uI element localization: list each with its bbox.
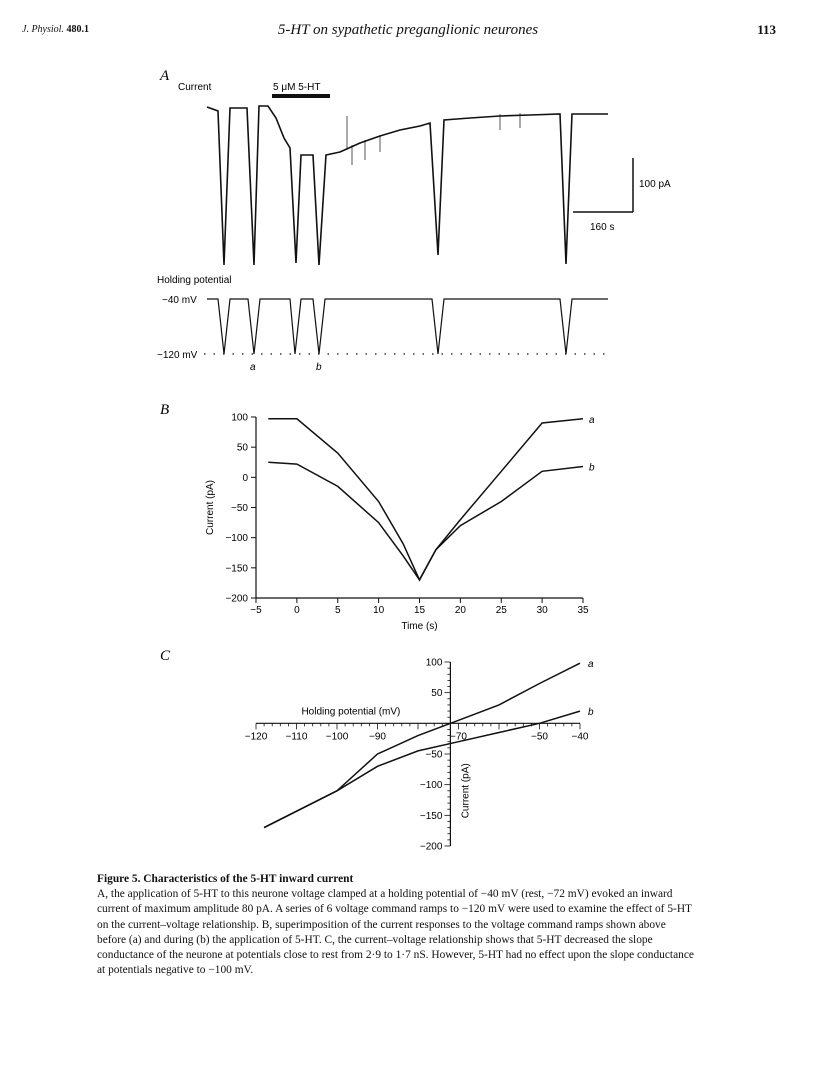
c-x-tick-label: −90: [369, 731, 386, 743]
scale-time-label: 160 s: [590, 222, 615, 233]
ramp-b-label: b: [316, 362, 322, 373]
voltage-bottom-label: −120 mV: [157, 350, 198, 361]
drug-application-bar: [272, 94, 330, 98]
b-x-tick-label: 10: [373, 605, 385, 616]
b-x-tick-label: −5: [250, 605, 262, 616]
caption-title: Figure 5. Characteristics of the 5-HT inward current: [97, 873, 354, 885]
current-label: Current: [178, 82, 212, 93]
b-x-tick-label: 25: [495, 605, 507, 616]
b-y-tick-label: 50: [236, 442, 248, 454]
journal-volume: 480.1: [66, 24, 89, 35]
b-y-tick-label: 0: [242, 472, 248, 484]
running-title: 5-HT on sypathetic preganglionic neurones: [277, 22, 539, 38]
c-x-axis-title: Holding potential (mV): [301, 706, 401, 718]
journal-name: J. Physiol.: [22, 24, 64, 35]
drug-bar-label: 5 μM 5-HT: [273, 82, 321, 93]
c-y-tick-label: −200: [419, 841, 443, 853]
c-y-axis-title: Current (pA): [460, 763, 472, 819]
c-x-tick-label: −110: [285, 731, 308, 743]
current-trace: [207, 106, 608, 265]
b-series-a-line: [268, 419, 583, 580]
panel-b: [160, 402, 595, 632]
c-x-tick-label: −70: [450, 731, 467, 743]
b-x-tick-label: 5: [334, 605, 341, 616]
scale-current-label: 100 pA: [639, 179, 671, 190]
holding-potential-label: Holding potential: [157, 275, 232, 286]
b-y-axis-title: Current (pA): [205, 479, 216, 536]
panel-b-letter: B: [160, 402, 170, 418]
chart-c: [245, 658, 594, 853]
c-x-tick-label: −40: [571, 731, 589, 743]
c-x-tick-label: −120: [244, 731, 268, 743]
panel-a: [157, 68, 671, 373]
chart-b: [205, 413, 595, 633]
voltage-command-trace: [207, 299, 608, 354]
c-x-tick-label: −100: [325, 731, 349, 743]
b-x-axis-title: Time (s): [401, 621, 438, 632]
b-y-tick-label: −200: [225, 593, 248, 605]
c-y-tick-label: 50: [431, 688, 443, 700]
b-y-tick-label: −100: [225, 533, 248, 545]
c-y-tick-label: −150: [419, 810, 443, 822]
b-x-tick-label: 20: [454, 605, 466, 616]
b-series-a-label: a: [589, 414, 595, 426]
c-y-tick-label: 100: [425, 657, 443, 669]
b-x-tick-label: 30: [536, 605, 548, 616]
figure-caption: [97, 872, 697, 978]
page-number: 113: [757, 22, 776, 37]
b-x-tick-label: 0: [294, 605, 300, 616]
b-y-tick-label: 100: [231, 412, 248, 424]
c-series-a-label: a: [588, 659, 594, 671]
b-x-tick-label: 35: [577, 605, 589, 616]
caption-body: A, the application of 5-HT to this neurone voltage clamped at a holding potential of −40 mV (rest, −72 mV) evoked an inward current of maximum amplitude 80 pA. A series of 6 voltage command ramps to −120 mV were used to examine the effect of 5-HT on the current–voltage relationship. B, superimposition of the current responses to the voltage command ramps shown above before (a) and during (b) the application of 5-HT. C, the current–voltage relationship shows that 5-HT decreased the slope conductance of the neurone at potentials close to rest from 2·9 to 1·7 nS. However, 5-HT had no effect upon the slope conductance at potentials negative to −100 mV.: [97, 888, 694, 977]
c-series-b-label: b: [588, 707, 594, 719]
panel-a-letter: A: [160, 68, 170, 84]
b-y-tick-label: −50: [231, 503, 248, 514]
voltage-top-label: −40 mV: [162, 295, 197, 306]
panel-c-letter: C: [160, 648, 171, 664]
panel-c: [160, 648, 594, 853]
b-series-b-label: b: [589, 462, 595, 474]
ramp-a-label: a: [250, 362, 256, 373]
b-series-b-line: [268, 462, 583, 580]
c-x-tick-label: −50: [531, 731, 548, 743]
c-y-tick-label: −100: [419, 780, 443, 792]
b-y-tick-label: −150: [225, 563, 248, 575]
c-y-tick-label: −50: [425, 749, 443, 761]
b-x-tick-label: 15: [413, 605, 426, 616]
